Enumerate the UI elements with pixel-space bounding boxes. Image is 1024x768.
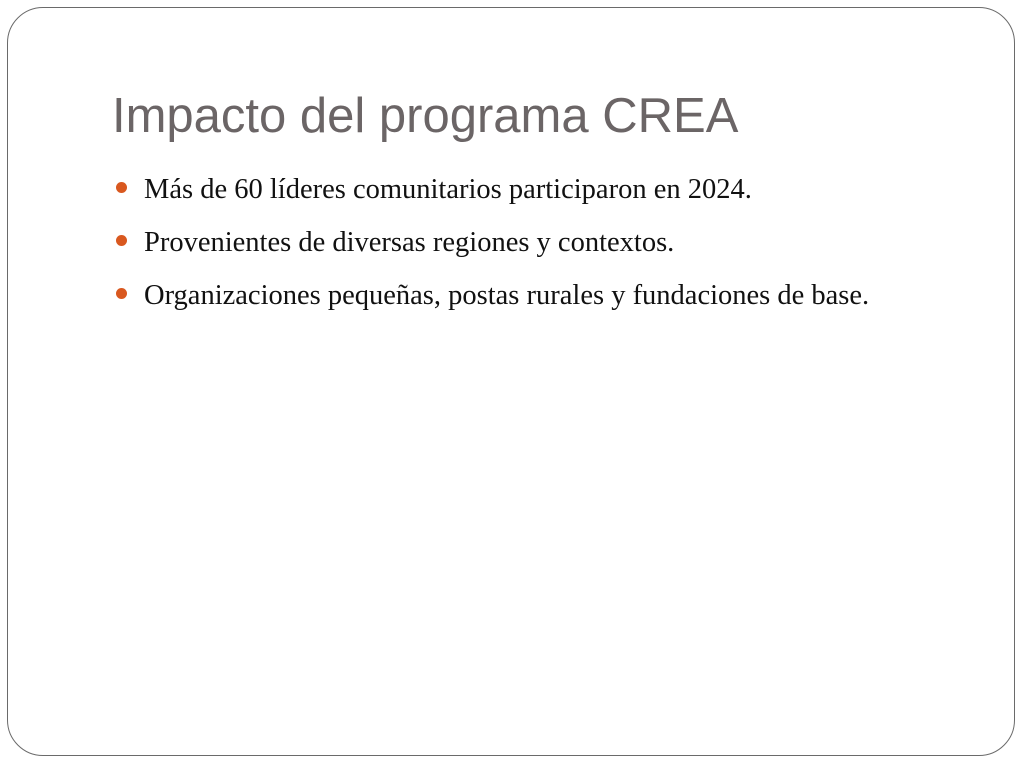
bullet-item — [114, 168, 934, 211]
slide-title: Impacto del programa CREA — [112, 89, 739, 143]
bullet-text: Organizaciones pequeñas, postas rurales y fundaciones de base. — [144, 280, 870, 311]
bullet-dot-icon — [116, 235, 127, 246]
bullet-text: Provenientes de diversas regiones y contextos. — [144, 227, 675, 258]
bullet-item — [114, 221, 934, 264]
bullet-item — [114, 274, 934, 317]
bullet-dot-icon — [116, 182, 127, 193]
bullet-list — [114, 168, 934, 327]
bullet-dot-icon — [116, 288, 127, 299]
bullet-text: Más de 60 líderes comunitarios participaron en 2024. — [144, 174, 752, 205]
